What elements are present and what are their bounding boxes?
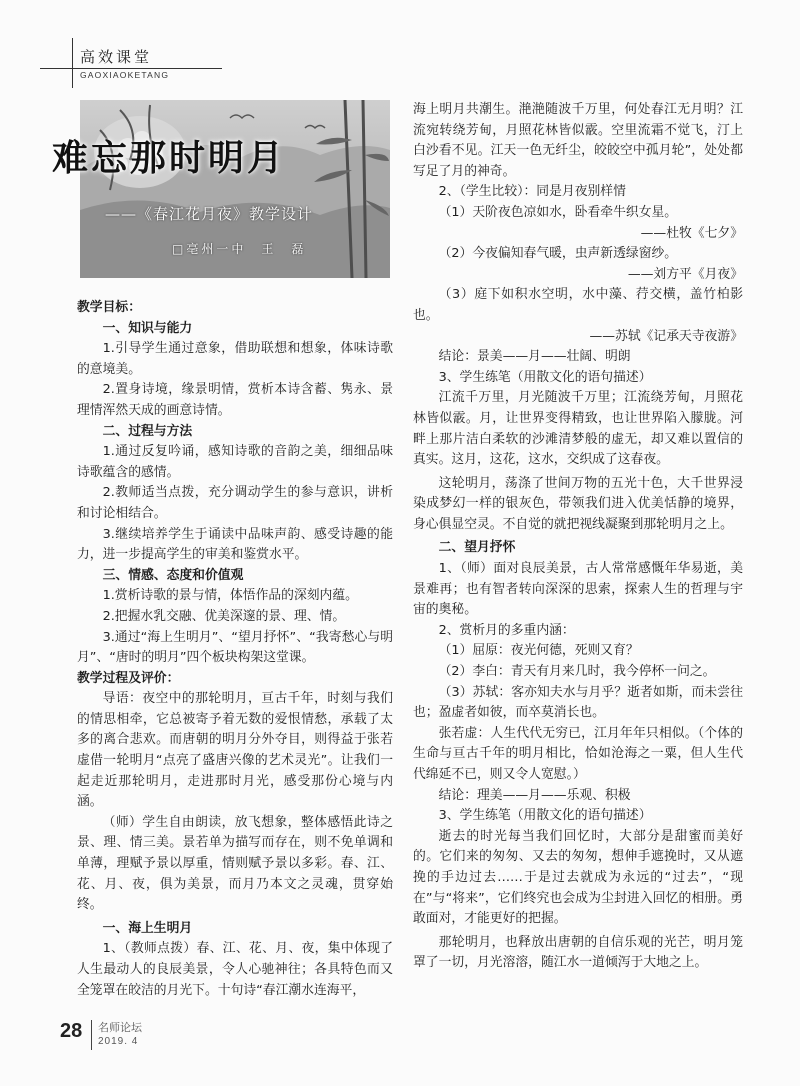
paragraph: 2.教师适当点拨，充分调动学生的参与意识，讲析和讨论相结合。 [77, 485, 393, 521]
paragraph: （1）天阶夜色凉如水，卧看牵牛织女星。 [438, 204, 678, 220]
column-name: 高效课堂 [80, 48, 153, 66]
magazine-name: 名师论坛 [98, 1021, 142, 1034]
page-number: 28 [60, 1020, 83, 1042]
paragraph: 2、（学生比较）：同是月夜别样情 [438, 184, 626, 200]
section-heading: 教学过程及评价： [77, 670, 180, 686]
paragraph: （2）今夜偏知春气暖，虫声新透绿窗纱。 [438, 246, 678, 262]
paragraph: 1.赏析诗歌的景与情，体悟作品的深刻内蕴。 [102, 588, 358, 604]
paragraph: 2.把握水乳交融、优美深邃的景、理、情。 [102, 608, 346, 624]
paragraph: 江流千万里，月光随波千万里；江流绕芳甸，月照花林皆似霰。月，让世界变得精致，也让世界陷入朦胧。河畔上那片洁白柔软的沙滩清梦般的虚无，却又难以置信的真实。这月，这花，这水，交织成了这春夜。 [413, 390, 743, 468]
section-heading: 三、情感、态度和价值观 [102, 567, 244, 583]
paragraph: 3、学生练笔（用散文化的语句描述） [438, 808, 652, 824]
paragraph: 2、赏析月的多重内涵： [438, 622, 575, 638]
paragraph: （师）学生自由朗读，放飞想象，整体感悟此诗之景、理、情三美。景若单为描写而存在，则不免单调和单薄，理赋予景以厚重，情则赋予景以多彩。春、江、花、月、夜，俱为美景，而月乃本文之灵魂，贯穿始终。 [77, 814, 393, 913]
paragraph: 导语：夜空中的那轮明月，亘古千年，时刻与我们的情思相牵，它总被寄予着无数的爱恨情愁，承载了太多的离合悲欢。而唐朝的明月分外夺目，则得益于张若虚借一轮明月“点亮了盛唐兴像的艺术灵光”。让我们一起走近那轮明月，走进那时月光，感受那份心境与内涵。 [77, 691, 393, 810]
header-vertical-rule [72, 38, 73, 88]
paragraph: （3）庭下如积水空明，水中藻、荇交横，盖竹柏影也。 [413, 287, 743, 323]
paragraph: （3）苏轼：客亦知夫水与月乎？逝者如斯，而未尝往也；盈虚者如彼，而卒莫消长也。 [413, 684, 743, 721]
column-name-pinyin: GAOXIAOKETANG [80, 70, 170, 80]
paragraph: ——杜牧《七夕》 [640, 225, 743, 241]
paragraph: 结论：景美——月——壮阔、明朗 [438, 349, 631, 365]
right-text-column [413, 100, 743, 974]
section-heading: 教学目标： [77, 300, 141, 315]
paragraph: 逝去的时光每当我们回忆时，大部分是甜蜜而美好的。它们来的匆匆、又去的匆匆，想伸手遮挽时，又从遮挽的手边过去……于是过去就成为永远的“过去”，“现在”与“将来”，它们终究也会成为尘封进入回忆的相册。勇敢面对，才能更好的把握。 [413, 828, 743, 927]
paragraph: ——苏轼《记承天寺夜游》 [589, 328, 743, 344]
paragraph: 3.继续培养学生于诵读中品味声韵、感受诗趣的能力，进一步提高学生的审美和鉴赏水平。 [77, 526, 393, 563]
paragraph: （1）屈原：夜光何德，死则又育？ [438, 643, 639, 659]
paragraph: 1、（教师点拨）春、江、花、月、夜，集中体现了人生最动人的良辰美景，令人心驰神往；各具特色而又全笼罩在皎洁的月光下。十句诗“春江潮水连海平， [77, 941, 393, 998]
paragraph: 结论：理美——月——乐观、积极 [438, 787, 631, 803]
paragraph: 2.置身诗境，缘景明情，赏析本诗含蓄、隽永、景理情浑然天成的画意诗情。 [77, 382, 393, 418]
article-title: 难忘那时明月 [52, 137, 287, 179]
paragraph: （2）李白：青天有月来几时，我今停杯一问之。 [438, 664, 716, 680]
paragraph: 3.通过“海上生明月”、“望月抒怀”、“我寄愁心与明月”、“唐时的明月”四个板块构架这堂课。 [77, 629, 393, 666]
paragraph: 这轮明月，荡涤了世间万物的五光十色，大千世界浸染成梦幻一样的银灰色，带领我们进入优美恬静的境界，身心俱显空灵。不自觉的就把视线凝聚到那轮明月之上。 [413, 475, 743, 532]
page-header [0, 0, 800, 90]
left-text-column [77, 298, 393, 1001]
section-heading: 一、海上生明月 [102, 920, 193, 936]
paragraph: 海上明月共潮生。滟滟随波千万里，何处春江无月明？江流宛转绕芳甸，月照花林皆似霰。空里流霜不觉飞，汀上白沙看不见。江天一色无纤尘，皎皎空中孤月轮”，处处都写足了月的神奇。 [413, 102, 743, 179]
header-horizontal-rule [40, 68, 222, 69]
paragraph: 1、（师）面对良辰美景，古人常常感慨年华易逝，美景难再；也有智者转向深深的思索，探索人生的哲理与宇宙的奥秘。 [413, 561, 743, 618]
paragraph: 1.引导学生通过意象，借助联想和想象，体味诗歌的意境美。 [77, 341, 393, 377]
section-heading: 二、望月抒怀 [438, 540, 516, 556]
paragraph: 1.通过反复吟诵，感知诗歌的音韵之美，细细品味诗歌蕴含的感情。 [77, 444, 393, 480]
article-subtitle: ——《春江花月夜》教学设计 [105, 205, 314, 223]
paragraph: 3、学生练笔（用散文化的语句描述） [438, 369, 652, 385]
paragraph: ——刘方平《月夜》 [627, 266, 743, 282]
article-author: □亳州一中 王 磊 [172, 242, 307, 256]
section-heading: 二、过程与方法 [102, 423, 193, 439]
issue-date: 2019. 4 [98, 1036, 139, 1047]
paragraph: 那轮明月，也释放出唐朝的自信乐观的光芒，明月笼罩了一切，月光溶溶，随江水一道倾泻于大地之上。 [413, 934, 743, 971]
section-heading: 一、知识与能力 [102, 320, 193, 336]
footer-divider [91, 1020, 92, 1050]
paragraph: 张若虚：人生代代无穷已，江月年年只相似。（个体的生命与亘古千年的明月相比，恰如沧海之一粟，但人生代代绵延不已，则又令人宽慰。） [413, 725, 743, 782]
